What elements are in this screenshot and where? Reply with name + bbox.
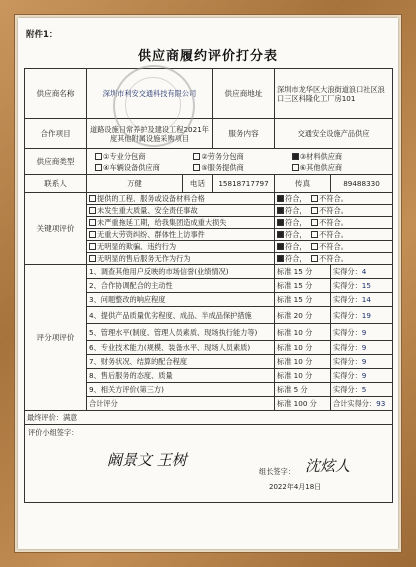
key-item-text-value: 未发生重大质量、安全责任事故 — [97, 206, 198, 215]
unchecked-box-icon — [311, 219, 318, 226]
score-item-standard: 标准 15 分 — [275, 293, 331, 307]
group-signature: 阚景文 王树 — [107, 451, 187, 469]
score-item-actual — [331, 355, 393, 369]
unchecked-box-icon — [95, 164, 102, 171]
supplier-name-label: 供应商名称 — [25, 69, 87, 119]
leader-signature: 沈炫人 — [305, 457, 351, 475]
score-item-standard: 标准 10 分 — [275, 341, 331, 355]
supplier-type-option — [95, 152, 193, 161]
phone-label: 电话 — [183, 175, 213, 193]
leader-sign-label: 组长签字： — [259, 467, 295, 476]
score-actual-label: 实得分： — [333, 343, 362, 352]
total-standard: 标准 100 分 — [275, 397, 331, 411]
key-item-text-value: 未严重拖延工期，给我集团造成重大损失 — [97, 218, 227, 227]
score-actual-label: 实得分： — [333, 357, 362, 366]
key-item-no: 不符合。 — [319, 218, 348, 227]
score-item-standard: 标准 10 分 — [275, 355, 331, 369]
score-actual-value: 9 — [361, 343, 367, 352]
unchecked-box-icon — [89, 243, 96, 250]
unchecked-box-icon — [89, 255, 96, 262]
project: 道路设施日常养护及建设工程2021年度其他附属设施采购项目 — [87, 119, 213, 149]
supplier-type-option — [292, 152, 390, 161]
score-item-actual — [331, 383, 393, 397]
score-item-text: 5、管理水平(制度、管理人员素质、现场执行能力等) — [87, 324, 275, 341]
key-item-no: 不符合。 — [319, 230, 348, 239]
supplier-type-option — [292, 163, 390, 172]
key-item-text-value: 无明显的售后服务无作为行为 — [97, 254, 191, 263]
score-item-text: 6、专业技术能力(规模、装备水平、现场人员素质) — [87, 341, 275, 355]
unchecked-box-icon — [311, 207, 318, 214]
score-actual-label: 实得分： — [333, 385, 362, 394]
supplier-type-label-text: ③材料供应商 — [299, 151, 343, 161]
key-item-no: 不符合。 — [319, 242, 348, 251]
checked-box-icon — [277, 195, 284, 202]
score-item-standard: 标准 15 分 — [275, 265, 331, 279]
final-evaluation — [25, 411, 393, 425]
supplier-type-label: 供应商类型 — [25, 149, 87, 175]
supplier-type-label-text: ②劳务分包商 — [201, 151, 244, 161]
supplier-type-label-text: ⑤服务提供商 — [201, 162, 244, 172]
score-actual-value: 19 — [361, 310, 371, 320]
key-item-text — [87, 253, 275, 265]
fax: 89488330 — [331, 175, 393, 193]
fax-label: 传真 — [275, 175, 331, 193]
key-item-text — [87, 229, 275, 241]
score-item-standard: 标准 15 分 — [275, 279, 331, 293]
checked-box-icon — [277, 243, 284, 250]
key-item-result — [275, 229, 393, 241]
supplier-type-label-text: ④车辆设备供应商 — [103, 162, 160, 172]
unchecked-box-icon — [311, 243, 318, 250]
total-actual-value: 93 — [376, 399, 386, 408]
score-actual-value: 15 — [361, 281, 371, 290]
unchecked-box-icon — [89, 195, 96, 202]
score-actual-label: 实得分： — [333, 267, 362, 276]
supplier-address: 深圳市龙华区大浪街道浪口社区浪口三区科隆化工厂房101 — [275, 69, 393, 119]
score-item-text: 1、调查其他用户反映的市场信誉(业绩情况) — [87, 265, 275, 279]
score-actual-label: 实得分： — [333, 310, 362, 320]
group-sign-label: 评价小组签字： — [28, 428, 79, 437]
supplier-type-options — [87, 149, 393, 175]
score-item-text: 3、问题整改的响应程度 — [87, 293, 275, 307]
key-item-no: 不符合。 — [319, 206, 348, 215]
unchecked-box-icon — [311, 231, 318, 238]
score-actual-label: 实得分： — [333, 327, 362, 337]
key-item-yes: 符合， — [285, 242, 307, 251]
score-item-standard: 标准 20 分 — [275, 307, 331, 324]
key-item-no: 不符合。 — [319, 194, 348, 203]
score-item-actual — [331, 341, 393, 355]
supplier-address-label: 供应商地址 — [213, 69, 275, 119]
contact: 万健 — [87, 175, 183, 193]
key-item-no: 不符合。 — [319, 254, 348, 263]
checked-box-icon — [277, 207, 284, 214]
total-label: 合计评分 — [87, 397, 275, 411]
service-label: 服务内容 — [213, 119, 275, 149]
score-actual-value: 9 — [361, 327, 367, 337]
project-label: 合作项目 — [25, 119, 87, 149]
score-item-actual — [331, 279, 393, 293]
key-item-text-value: 提供的工程、服务或设备材料合格 — [97, 194, 205, 203]
contact-label: 联系人 — [25, 175, 87, 193]
key-item-yes: 符合， — [285, 218, 307, 227]
key-item-yes: 符合， — [285, 194, 307, 203]
key-item-result — [275, 205, 393, 217]
score-actual-value: 14 — [361, 295, 371, 304]
checked-box-icon — [277, 231, 284, 238]
score-actual-label: 实得分： — [333, 295, 362, 304]
key-item-yes: 符合， — [285, 206, 307, 215]
key-item-text-value: 无明显的欺骗、违约行为 — [97, 242, 177, 251]
supplier-type-option — [193, 152, 291, 161]
key-item-result — [275, 193, 393, 205]
total-actual-label: 合计实得分： — [333, 399, 377, 408]
supplier-type-option — [95, 163, 193, 172]
key-item-row — [25, 193, 393, 205]
score-actual-label: 实得分： — [333, 371, 362, 380]
score-item-standard: 标准 10 分 — [275, 369, 331, 383]
score-items-label: 评分项评价 — [25, 265, 87, 411]
score-item-text: 2、合作协调配合的主动性 — [87, 279, 275, 293]
final-evaluation-label: 最终评价： — [27, 413, 63, 422]
score-actual-value: 9 — [361, 357, 367, 366]
score-item-standard: 标准 5 分 — [275, 383, 331, 397]
score-actual-label: 实得分： — [333, 281, 362, 290]
supplier-type-label-text: ①专业分包商 — [103, 151, 146, 161]
key-item-text — [87, 193, 275, 205]
supplier-type-option — [193, 163, 291, 172]
signature-date: 2022年4月18日 — [269, 483, 322, 491]
score-item-actual — [331, 265, 393, 279]
checked-box-icon — [292, 153, 299, 160]
key-item-yes: 符合， — [285, 230, 307, 239]
unchecked-box-icon — [193, 153, 200, 160]
key-item-text-value: 无重大劳资纠纷、群体性上访事件 — [97, 230, 205, 239]
score-item-actual — [331, 293, 393, 307]
evaluation-table — [24, 68, 393, 503]
final-evaluation-value: 满意 — [62, 413, 78, 422]
document-paper — [18, 18, 398, 549]
signature-area — [25, 425, 393, 503]
key-item-yes: 符合， — [285, 254, 307, 263]
score-item-text: 9、相关方评价(第三方) — [87, 383, 275, 397]
key-item-text — [87, 241, 275, 253]
score-actual-value: 4 — [361, 267, 367, 276]
score-actual-value: 9 — [361, 371, 367, 380]
key-item-text — [87, 217, 275, 229]
unchecked-box-icon — [292, 164, 299, 171]
key-item-text — [87, 205, 275, 217]
unchecked-box-icon — [311, 255, 318, 262]
phone: 15818717797 — [213, 175, 275, 193]
score-item-text: 4、提供产品质量优劣程度、成品、半成品保护措施 — [87, 307, 275, 324]
score-item-standard: 标准 10 分 — [275, 324, 331, 341]
unchecked-box-icon — [193, 164, 200, 171]
unchecked-box-icon — [311, 195, 318, 202]
score-item-row — [25, 265, 393, 279]
score-item-text: 7、财务状况、结算的配合程度 — [87, 355, 275, 369]
unchecked-box-icon — [89, 231, 96, 238]
score-actual-value: 5 — [361, 385, 367, 394]
supplier-name: 深圳市利安交通科技有限公司 — [87, 69, 213, 119]
unchecked-box-icon — [89, 219, 96, 226]
page-title: 供应商履约评价打分表 — [137, 49, 278, 64]
attachment-label: 附件1： — [26, 30, 58, 40]
score-item-text: 8、售后服务的态度、质量 — [87, 369, 275, 383]
key-items-label: 关键项评价 — [25, 193, 87, 265]
unchecked-box-icon — [89, 207, 96, 214]
score-item-actual — [331, 307, 393, 324]
unchecked-box-icon — [95, 153, 102, 160]
checked-box-icon — [277, 219, 284, 226]
key-item-result — [275, 241, 393, 253]
key-item-result — [275, 253, 393, 265]
score-item-actual — [331, 324, 393, 341]
supplier-type-label-text: ⑥其他供应商 — [299, 162, 343, 172]
key-item-result — [275, 217, 393, 229]
checked-box-icon — [277, 255, 284, 262]
service: 交通安全设施产品供应 — [275, 119, 393, 149]
total-actual — [331, 397, 393, 411]
score-item-actual — [331, 369, 393, 383]
